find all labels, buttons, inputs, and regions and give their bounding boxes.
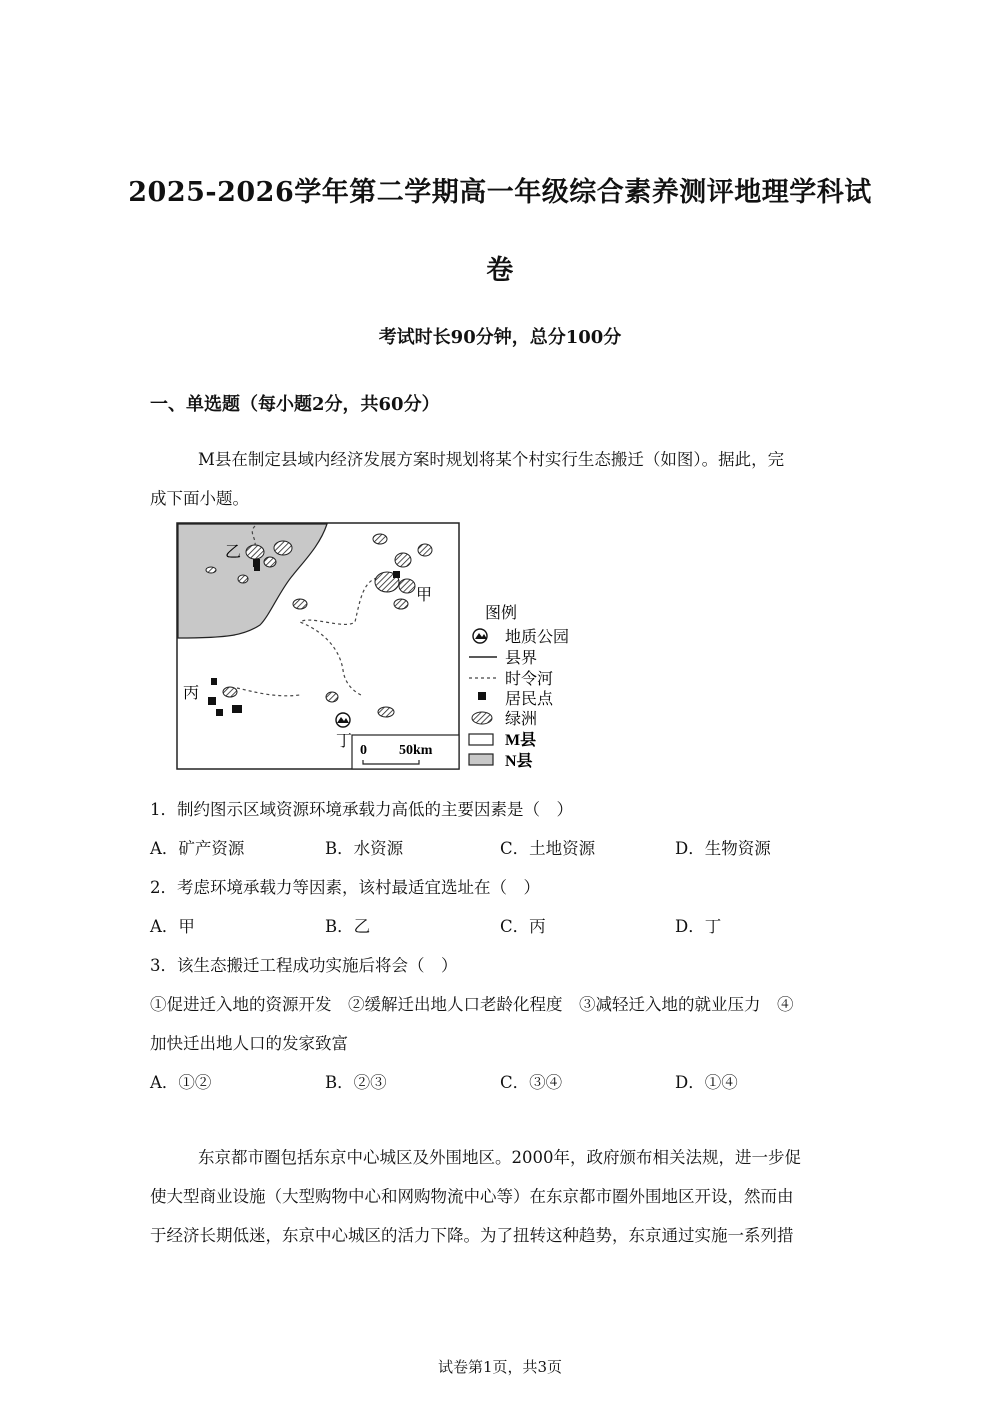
legend-settlement-icon [478, 692, 486, 700]
question-2-stem: 2．考虑环境承载力等因素，该村最适宜选址在（ ） [150, 878, 540, 897]
legend-item-river: 时令河 [505, 671, 554, 688]
oasis [399, 579, 415, 593]
q3-option-d[interactable]: D．①④ [675, 1073, 738, 1092]
passage2-line1: 东京都市圈包括东京中心城区及外围地区。2000年，政府颁布相关法规，进一步促 [198, 1148, 801, 1167]
passage2-line3: 于经济长期低迷，东京中心城区的活力下降。为了扭转这种趋势，东京通过实施一系列措 [150, 1226, 794, 1245]
label-yi: 乙 [225, 544, 242, 561]
legend-item-settlement: 居民点 [505, 691, 554, 708]
intro-line2: 成下面小题。 [150, 489, 249, 508]
settlement [216, 709, 223, 716]
legend-item-oasis: 绿洲 [505, 711, 538, 728]
q2-option-c[interactable]: C．丙 [500, 917, 546, 936]
oasis [373, 534, 387, 544]
passage2-line2: 使大型商业设施（大型购物中心和网购物流中心等）在东京都市圈外围地区开设，然而由 [150, 1187, 794, 1206]
legend-item-m-county: M县 [505, 732, 537, 749]
q2-option-a[interactable]: A．甲 [150, 917, 195, 936]
q1-option-d[interactable]: D．生物资源 [675, 839, 771, 858]
section-heading: 一、单选题（每小题2分，共60分） [150, 394, 440, 415]
oasis [418, 544, 432, 556]
oasis [246, 545, 264, 559]
q3-statements-line2: 加快迁出地人口的发家致富 [150, 1034, 348, 1053]
q3-statements-line1: ①促进迁入地的资源开发 ②缓解迁出地人口老龄化程度 ③减轻迁入地的就业压力 ④ [150, 995, 794, 1014]
settlement [208, 697, 216, 705]
settlement [232, 705, 242, 713]
label-jia: 甲 [416, 587, 433, 604]
settlement [393, 571, 400, 578]
q2-option-d[interactable]: D．丁 [675, 917, 722, 936]
exam-title-line1: 2025-2026学年第二学期高一年级综合素养测评地理学科试 [128, 177, 872, 208]
exam-title-line2: 卷 [486, 255, 514, 286]
settlement [211, 678, 217, 685]
q2-option-b[interactable]: B．乙 [325, 917, 371, 936]
legend-title: 图例 [485, 605, 518, 622]
scale-zero: 0 [360, 743, 367, 758]
oasis [206, 567, 216, 573]
question-3-stem: 3．该生态搬迁工程成功实施后将会（ ） [150, 956, 458, 975]
legend-item-geopark: 地质公园 [505, 629, 570, 646]
legend-m-county-swatch [469, 734, 493, 745]
legend-oasis-icon [472, 712, 492, 724]
legend-item-n-county: N县 [505, 753, 533, 770]
oasis [394, 599, 408, 609]
q3-option-c[interactable]: C．③④ [500, 1073, 563, 1092]
oasis [378, 707, 394, 717]
q3-option-a[interactable]: A．①② [150, 1073, 212, 1092]
settlement [254, 565, 260, 571]
oasis [264, 557, 276, 567]
question-1-stem: 1．制约图示区域资源环境承载力高低的主要因素是（ ） [150, 800, 573, 819]
scale-km: 50km [399, 743, 433, 758]
map-figure [175, 520, 595, 775]
oasis [293, 599, 307, 609]
q1-option-a[interactable]: A．矿产资源 [150, 839, 245, 858]
q1-option-c[interactable]: C．土地资源 [500, 839, 596, 858]
label-bing: 丙 [183, 685, 200, 702]
oasis [274, 541, 292, 555]
page-footer: 试卷第1页，共3页 [437, 1358, 563, 1376]
oasis [326, 692, 338, 702]
label-ding: 丁 [336, 733, 353, 750]
oasis [238, 575, 248, 583]
legend-n-county-swatch [469, 754, 493, 765]
legend-item-border: 县界 [505, 650, 538, 667]
intro-line1: M县在制定县域内经济发展方案时规划将某个村实行生态搬迁（如图）。据此，完 [198, 450, 785, 469]
oasis [223, 687, 237, 697]
exam-subtitle: 考试时长90分钟，总分100分 [378, 327, 622, 348]
q1-option-b[interactable]: B．水资源 [325, 839, 404, 858]
oasis [395, 553, 411, 567]
q3-option-b[interactable]: B．②③ [325, 1073, 387, 1092]
